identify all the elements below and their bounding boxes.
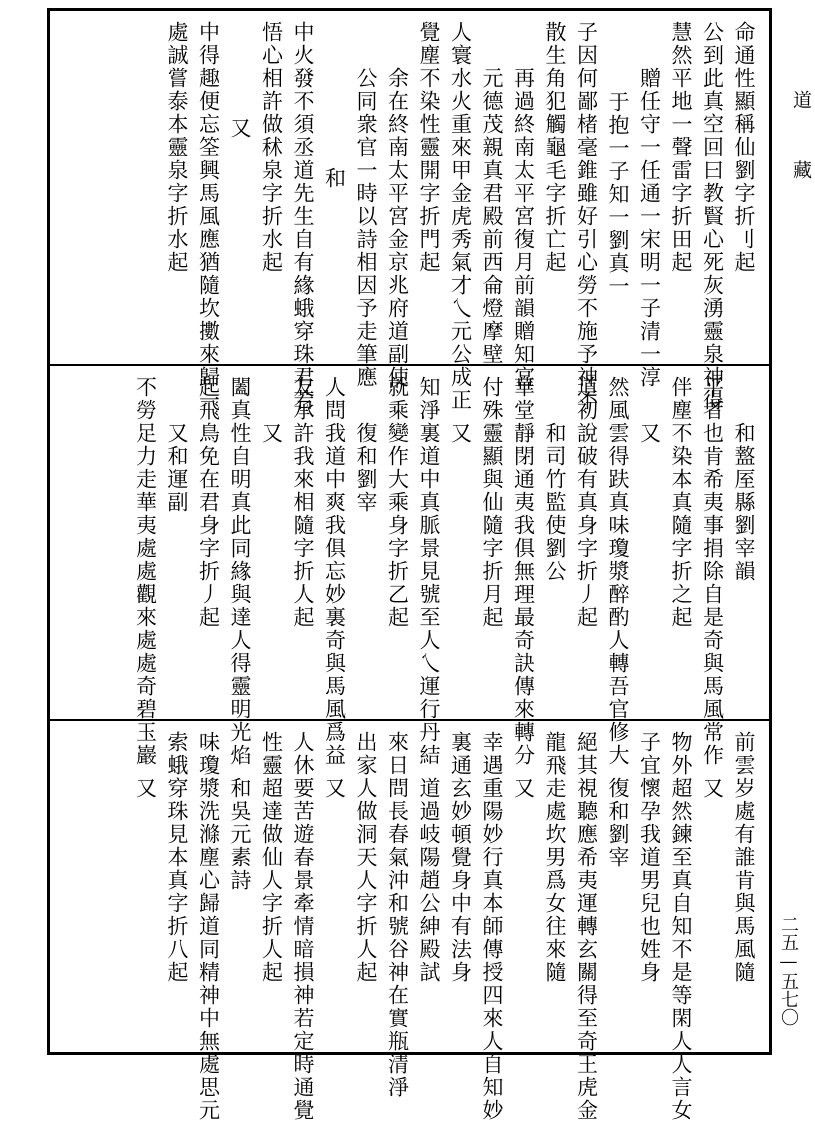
- text-column: 性靈超達做仙人字折人起: [259, 731, 284, 984]
- text-column: 幸遇重陽妙行真本師傳授四來人自知妙: [480, 731, 504, 1122]
- text-column: 處誠嘗泰本靈泉字折水起: [165, 21, 189, 274]
- text-column: 中火發不須丞道先生自有緣蛾穿珠君若: [291, 21, 315, 412]
- text-column: 龍飛走處坎男爲女往來隨: [543, 731, 567, 984]
- text-column: 闔真性自明真此同緣與達人得靈明光焰: [228, 376, 252, 767]
- text-column: 起飛鳥免在君身字折丿起: [196, 376, 221, 629]
- text-column: 然風雲得趺真味瓊漿醉酌人轉吾官修大: [606, 376, 630, 767]
- text-column: 味瓊漿洗滌塵心歸道同精神中無處思元: [196, 731, 221, 1122]
- text-column: 子宜懷孕我道男兒也姓身: [637, 731, 662, 984]
- text-column: 又和運副: [165, 422, 189, 514]
- text-column: 和: [322, 167, 347, 190]
- text-column: 余在終南太平宮金京兆府道副使: [385, 67, 410, 389]
- text-column: 就乘變作大乘身字折乙起: [385, 376, 410, 629]
- margin-title-zang: 藏: [790, 160, 812, 183]
- text-column: 又: [448, 422, 473, 445]
- text-columns: [50, 721, 769, 1122]
- text-column: 子因何鄙楮毫錐雖好引心勞不施予神不: [574, 21, 599, 412]
- text-column: 友承許我來相隨字折人起: [291, 376, 315, 629]
- text-column: 道初說破有真身字折丿起: [574, 376, 599, 629]
- text-column: 又: [700, 777, 725, 800]
- text-column: 道過岐陽趙公紳殿試: [417, 777, 441, 984]
- text-column: 慧然平地一聲雷字折田起: [669, 21, 693, 274]
- text-column: 物外超然鍊至真自知不是等閑人人言女: [669, 731, 693, 1122]
- text-column: 知淨裏道中真脈景見號至人乀運行丹結: [417, 376, 441, 767]
- text-column: 復和劉宰: [354, 422, 378, 514]
- text-column: 平者也肯希夷事捐除自是奇與馬風常作: [700, 376, 725, 767]
- text-column: 又: [133, 777, 158, 800]
- text-column: 華堂靜閉通夷我俱無理最奇訣傳來轉分: [511, 376, 536, 767]
- text-column: 又: [259, 422, 284, 445]
- text-column: 人問我道中爽我俱忘妙裏奇與馬風爲益: [322, 376, 347, 767]
- text-column: 出家人做洞天人字折人起: [354, 731, 378, 984]
- text-column: 于抱一子知一劉真一: [606, 91, 630, 298]
- margin-title-dao: 道: [790, 90, 812, 113]
- text-column: 人寰水火重來甲金虎秀氣才乀元公成正: [448, 21, 473, 412]
- text-column: 前雲岁處有誰肯與馬風隨: [732, 731, 756, 984]
- text-column: 來日問長春氣沖和號谷神在實瓶清淨: [385, 731, 410, 1099]
- text-column: 又: [511, 777, 536, 800]
- text-column: 復和劉宰: [606, 777, 630, 869]
- page-number: 二五—五七〇: [778, 915, 799, 1026]
- panel-middle: [50, 366, 769, 767]
- text-column: 不勞足力走華夷處處觀來處處奇碧玉巖: [133, 376, 158, 767]
- text-column: 裏通玄妙頓覺身中有法身: [448, 731, 473, 984]
- text-column: 命通性顯稱仙劉字折刂起: [732, 21, 756, 274]
- text-column: 絕其視聽應希夷運轉玄關得至奇王虎金: [574, 731, 599, 1122]
- text-column: 散生角犯觸龜毛字折亡起: [543, 21, 567, 274]
- text-column: 覺塵不染性靈開字折門起: [417, 21, 441, 274]
- text-column: 悟心相許做秫泉字折水起: [259, 21, 284, 274]
- text-columns: [50, 11, 769, 412]
- text-column: 伴塵不染本真隨字折之起: [669, 376, 693, 629]
- text-column: 再過終南太平宮復月前韻贈知宮: [511, 67, 536, 389]
- panel-top: [50, 11, 769, 412]
- text-column: 公到此真空回曰教賢心死灰湧靈泉神得: [700, 21, 725, 412]
- text-column: 又: [322, 777, 347, 800]
- text-columns: [50, 366, 769, 767]
- text-column: 贈任守一任通一宋明一子清一淳: [637, 67, 662, 389]
- text-column: 元德茂親真君殿前西侖燈摩壁: [480, 67, 504, 366]
- text-column: 公同衆官一時以詩相因予走筆應: [354, 67, 378, 389]
- text-column: 付殊靈顯與仙隨字折月起: [480, 376, 504, 629]
- text-column: 索蛾穿珠見本真字折八起: [165, 731, 189, 984]
- text-column: 和吳元素詩: [228, 777, 252, 892]
- text-column: 和司竹監使劉公: [543, 422, 567, 583]
- text-column: 人休要苦遊春景牽情暗損神若定時通覺: [291, 731, 315, 1122]
- text-column: 和盩厔縣劉宰韻: [732, 422, 756, 583]
- panel-bottom: [50, 721, 769, 1122]
- page-frame: [47, 8, 772, 1122]
- text-column: 又: [228, 117, 252, 140]
- text-column: 又: [637, 422, 662, 445]
- text-column: 中得趣便忘筌興馬風應猶隨坎擻來歸一: [196, 21, 221, 412]
